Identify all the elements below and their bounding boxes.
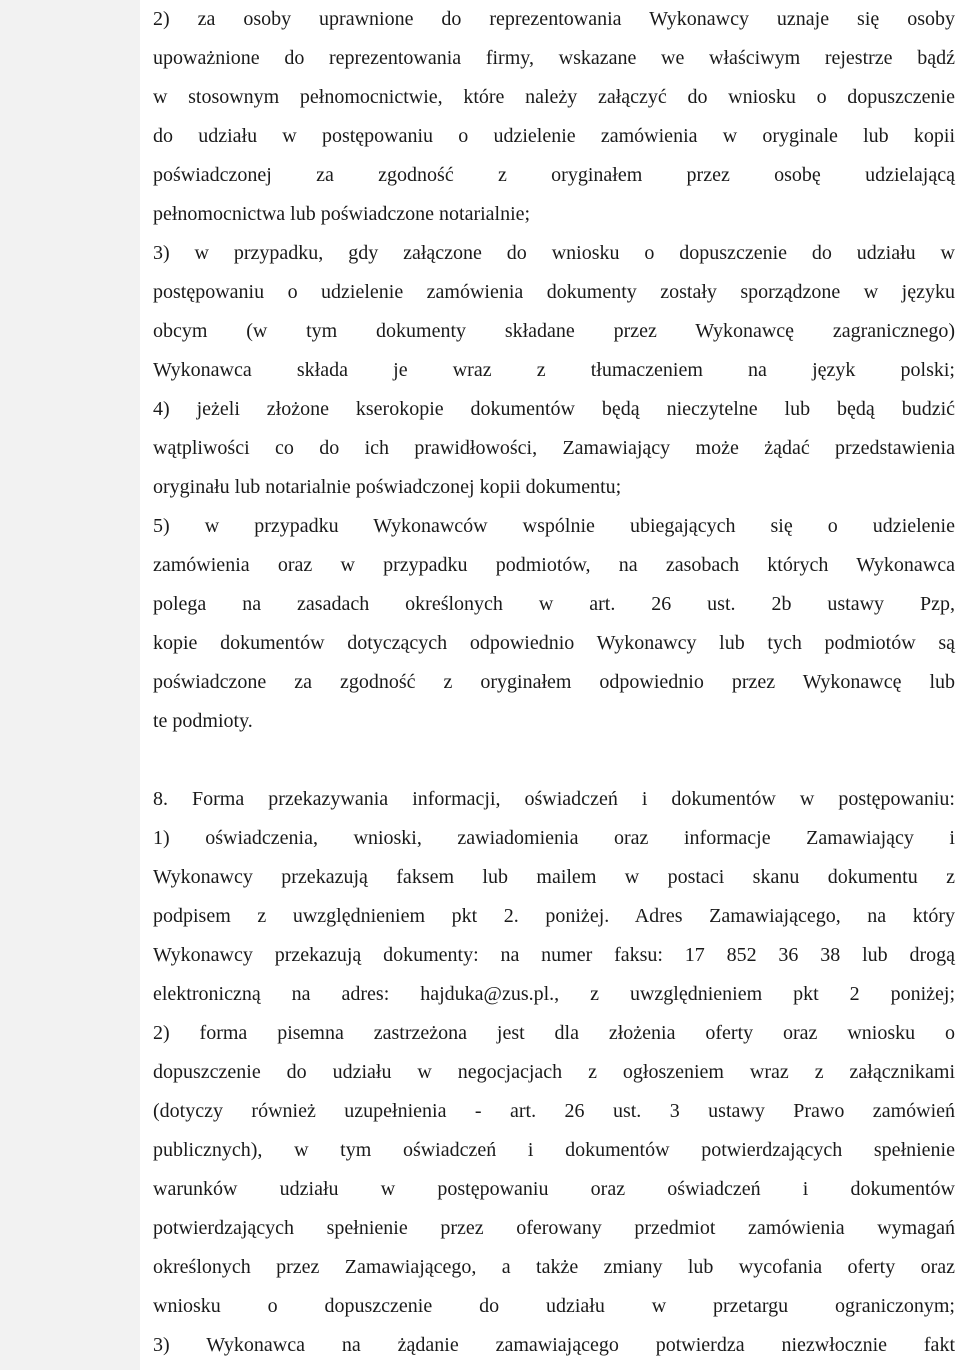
list-item-4 [153, 390, 955, 507]
text-line: Wykonawcy przekazują dokumenty: na numer faksu: 17 852 36 38 lub drogą [153, 944, 955, 966]
text-line: dopuszczenie do udziału w negocjacjach z ogłoszeniem wraz z załącznikami [153, 1061, 955, 1083]
section-heading: 8. Forma przekazywania informacji, oświadczeń i dokumentów w postępowaniu: [153, 788, 955, 810]
text-line: postępowaniu o udzielenie zamówienia dokumenty zostały sporządzone w języku [153, 281, 955, 303]
section-8-item-1 [153, 819, 955, 1014]
section-8-item-3 [153, 1326, 955, 1365]
text-line: Wykonawcy przekazują faksem lub mailem w postaci skanu dokumentu z [153, 866, 955, 888]
text-line: pełnomocnictwa lub poświadczone notarialnie; [153, 203, 531, 225]
section-8-item-2 [153, 1014, 955, 1326]
document-page [140, 0, 960, 1370]
text-line: 2) za osoby uprawnione do reprezentowania Wykonawcy uznaje się osoby [153, 8, 955, 30]
text-line: Wykonawca składa je wraz z tłumaczeniem na język polski; [153, 359, 955, 381]
text-line: 1) oświadczenia, wnioski, zawiadomienia oraz informacje Zamawiający i [153, 827, 955, 849]
list-item-2 [153, 0, 955, 234]
text-line: zamówienia oraz w przypadku podmiotów, na zasobach których Wykonawca [153, 554, 955, 576]
text-line: publicznych), w tym oświadczeń i dokumentów potwierdzających spełnienie [153, 1139, 955, 1161]
text-line: kopie dokumentów dotyczących odpowiednio Wykonawcy lub tych podmiotów są [153, 632, 955, 654]
text-line: elektroniczną na adres: hajduka@zus.pl., z uwzględnieniem pkt 2 poniżej; [153, 983, 955, 1005]
list-item-3 [153, 234, 955, 390]
text-line: wątpliwości co do ich prawidłowości, Zamawiający może żądać przedstawienia [153, 437, 955, 459]
text-line: (dotyczy również uzupełnienia - art. 26 ust. 3 ustawy Prawo zamówień [153, 1100, 955, 1122]
text-line: w stosownym pełnomocnictwie, które należy załączyć do wniosku o dopuszczenie [153, 86, 955, 108]
text-line: te podmioty. [153, 710, 253, 732]
text-line: polega na zasadach określonych w art. 26 ust. 2b ustawy Pzp, [153, 593, 955, 615]
text-line: poświadczonej za zgodność z oryginałem przez osobę udzielającą [153, 164, 955, 186]
text-line: oryginału lub notarialnie poświadczonej kopii dokumentu; [153, 476, 622, 498]
text-line: potwierdzających spełnienie przez oferowany przedmiot zamówienia wymagań [153, 1217, 955, 1239]
text-line: podpisem z uwzględnieniem pkt 2. poniżej. Adres Zamawiającego, na który [153, 905, 955, 927]
text-line: upoważnione do reprezentowania firmy, wskazane we właściwym rejestrze bądź [153, 47, 955, 69]
text-line: obcym (w tym dokumenty składane przez Wykonawcę zagranicznego) [153, 320, 955, 342]
section-8 [153, 780, 955, 1365]
document-content [153, 0, 955, 1365]
text-line: 3) Wykonawca na żądanie zamawiającego potwierdza niezwłocznie fakt [153, 1334, 955, 1356]
list-item-5 [153, 507, 955, 741]
text-line: do udziału w postępowaniu o udzielenie zamówienia w oryginale lub kopii [153, 125, 955, 147]
section-spacer [153, 741, 955, 780]
text-line: warunków udziału w postępowaniu oraz oświadczeń i dokumentów [153, 1178, 955, 1200]
text-line: 4) jeżeli złożone kserokopie dokumentów będą nieczytelne lub będą budzić [153, 398, 955, 420]
text-line: wniosku o dopuszczenie do udziału w przetargu ograniczonym; [153, 1295, 955, 1317]
text-line: 3) w przypadku, gdy załączone do wniosku o dopuszczenie do udziału w [153, 242, 955, 264]
text-line: określonych przez Zamawiającego, a także zmiany lub wycofania oferty oraz [153, 1256, 955, 1278]
text-line: poświadczone za zgodność z oryginałem odpowiednio przez Wykonawcę lub [153, 671, 955, 693]
text-line: 5) w przypadku Wykonawców wspólnie ubiegających się o udzielenie [153, 515, 955, 537]
text-line: 2) forma pisemna zastrzeżona jest dla złożenia oferty oraz wniosku o [153, 1022, 955, 1044]
